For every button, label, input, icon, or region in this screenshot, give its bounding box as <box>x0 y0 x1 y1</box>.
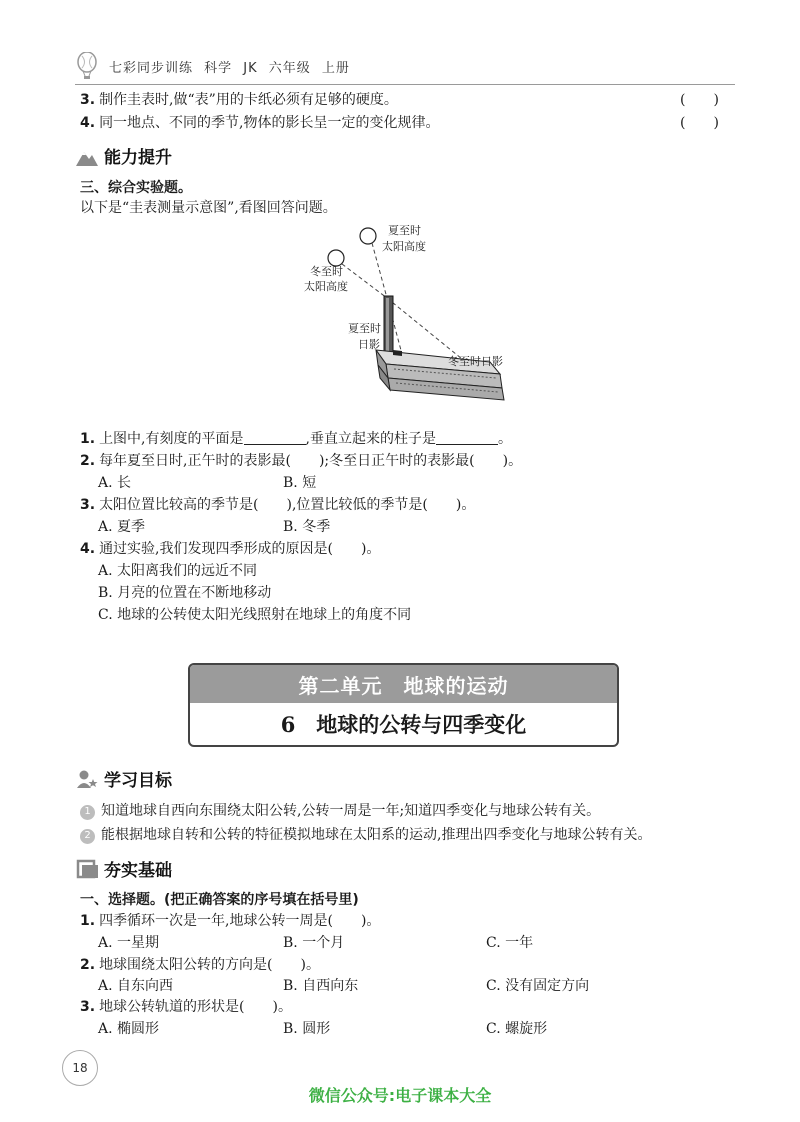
section-title: 夯实基础 <box>104 861 172 881</box>
question-number: 3. <box>80 497 96 513</box>
option-c: C. 地球的公转使太阳光线照射在地球上的角度不同 <box>98 607 412 623</box>
summer-sun-icon <box>360 228 376 244</box>
header-title: 七彩同步训练 科学 JK 六年级 上册 <box>109 60 350 76</box>
mountain-icon <box>76 146 98 166</box>
basic-question-3 <box>80 996 292 1018</box>
label-summer-altitude-1: 夏至时 <box>388 224 421 237</box>
option-a: A. 太阳离我们的远近不同 <box>98 563 258 579</box>
question-number: 3. <box>80 92 96 108</box>
question-number: 1. <box>80 913 96 929</box>
footer-watermark: 微信公众号:电子课本大全 <box>308 1086 492 1105</box>
section-title: 能力提升 <box>104 148 172 168</box>
answer-paren[interactable]: ( ) <box>680 92 719 108</box>
judge-question-3 <box>80 89 398 111</box>
question-2 <box>80 450 522 472</box>
balloon-logo-icon <box>75 52 99 80</box>
label-summer-altitude-2: 太阳高度 <box>382 240 426 253</box>
goal-text: 知道地球自西向东围绕太阳公转,公转一周是一年;知道四季变化与地球公转有关。 <box>101 803 601 819</box>
question-text: ,垂直立起来的柱子是 <box>305 431 436 447</box>
section-ability <box>76 143 172 168</box>
winter-sun-icon <box>328 250 344 266</box>
option-a: A. 一星期 <box>98 935 160 951</box>
question-number: 1. <box>80 431 96 447</box>
question-text: 通过实验,我们发现四季形成的原因是( )。 <box>99 541 381 557</box>
basic-question-1 <box>80 910 380 932</box>
option-b: B. 月亮的位置在不断地移动 <box>98 585 272 601</box>
label-winter-shadow: 冬至时日影 <box>448 355 503 368</box>
question-1 <box>80 428 512 450</box>
option-a: A. 自东向西 <box>98 978 174 994</box>
person-star-icon <box>76 769 98 789</box>
question-text: 地球围绕太阳公转的方向是( )。 <box>99 957 320 973</box>
question-number: 4. <box>80 541 96 557</box>
part1-title: 一、选择题。(把正确答案的序号填在括号里) <box>80 892 359 908</box>
option-b: B. 短 <box>283 475 317 491</box>
option-c: C. 螺旋形 <box>486 1021 548 1037</box>
option-c: C. 没有固定方向 <box>486 978 590 994</box>
part3-title: 三、综合实验题。 <box>80 180 192 196</box>
answer-blank[interactable] <box>244 429 306 445</box>
question-text: 上图中,有刻度的平面是 <box>99 431 244 447</box>
option-b: B. 自西向东 <box>283 978 359 994</box>
question-text: 四季循环一次是一年,地球公转一周是( )。 <box>99 913 381 929</box>
option-b: B. 冬季 <box>283 519 331 535</box>
question-number: 2. <box>80 453 96 469</box>
option-a: A. 长 <box>98 475 132 491</box>
option-a: A. 夏季 <box>98 519 146 535</box>
label-winter-altitude-2: 太阳高度 <box>304 280 348 293</box>
goal-number: 1 <box>80 805 95 820</box>
lesson-title: 6 地球的公转与四季变化 <box>280 712 527 737</box>
option-a: A. 椭圆形 <box>98 1021 160 1037</box>
option-b: B. 一个月 <box>283 935 345 951</box>
page-number: 18 <box>62 1050 98 1086</box>
book-icon <box>76 859 98 879</box>
question-number: 2. <box>80 957 96 973</box>
answer-paren[interactable]: ( ) <box>680 115 719 131</box>
question-text: 同一地点、不同的季节,物体的影长呈一定的变化规律。 <box>99 115 440 131</box>
question-text: 太阳位置比较高的季节是( ),位置比较低的季节是( )。 <box>99 497 476 513</box>
goal-item-1 <box>80 800 600 822</box>
question-number: 4. <box>80 115 96 131</box>
label-summer-shadow-2: 日影 <box>358 338 380 351</box>
question-3 <box>80 494 475 516</box>
question-4 <box>80 538 380 560</box>
question-number: 3. <box>80 999 96 1015</box>
header-divider <box>75 84 735 85</box>
page-header <box>75 52 350 80</box>
section-basics <box>76 856 172 881</box>
question-text: 。 <box>497 431 512 447</box>
goal-text: 能根据地球自转和公转的特征模拟地球在太阳系的运动,推理出四季变化与地球公转有关。 <box>101 827 652 843</box>
unit-title: 第二单元 地球的运动 <box>190 665 617 703</box>
basic-question-2 <box>80 954 320 976</box>
label-winter-altitude-1: 冬至时 <box>310 265 343 278</box>
question-text: 地球公转轨道的形状是( )。 <box>99 999 292 1015</box>
option-c: C. 一年 <box>486 935 534 951</box>
unit-banner <box>188 663 619 747</box>
goal-item-2 <box>80 824 651 846</box>
section-goals <box>76 766 172 791</box>
part3-intro: 以下是“圭表测量示意图”,看图回答问题。 <box>80 200 337 216</box>
question-text: 制作圭表时,做“表”用的卡纸必须有足够的硬度。 <box>99 92 398 108</box>
goal-number: 2 <box>80 829 95 844</box>
judge-question-4 <box>80 112 440 134</box>
gnomon-diagram <box>290 220 530 420</box>
section-title: 学习目标 <box>104 771 172 791</box>
option-b: B. 圆形 <box>283 1021 331 1037</box>
question-text: 每年夏至日时,正午时的表影最( );冬至日正午时的表影最( )。 <box>99 453 523 469</box>
answer-blank[interactable] <box>436 429 498 445</box>
label-summer-shadow-1: 夏至时 <box>348 322 381 335</box>
